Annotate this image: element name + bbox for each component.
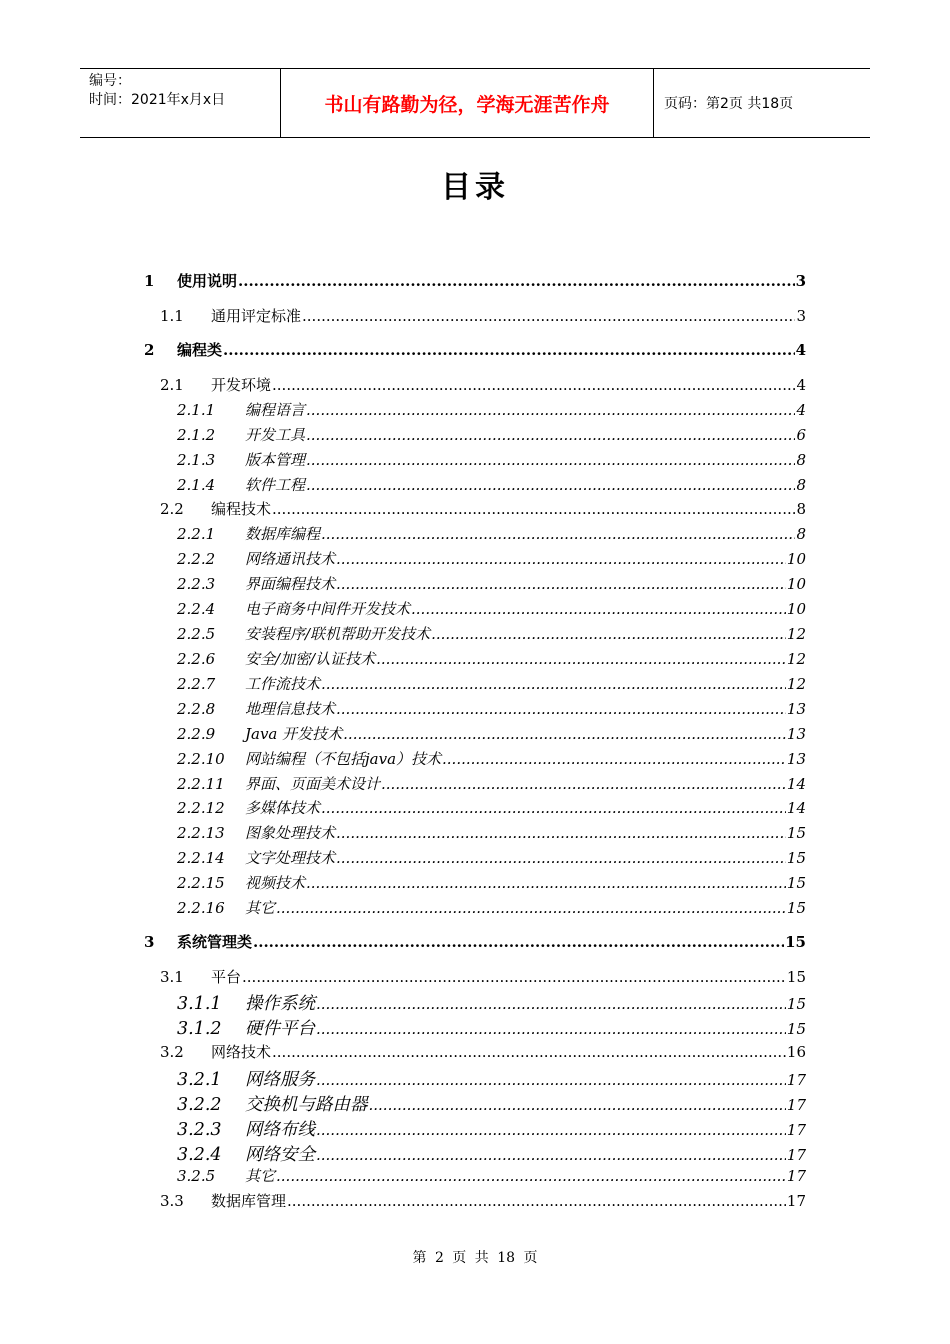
toc-entry-number: 1 [144, 272, 155, 290]
toc-entry[interactable] [160, 498, 806, 520]
toc-entry-number: 2.2 [160, 500, 184, 518]
toc-dot-leader [316, 995, 786, 1013]
toc-entry[interactable] [144, 931, 806, 953]
toc-entry-number: 3.1 [160, 968, 184, 986]
toc-entry[interactable] [177, 1066, 806, 1088]
toc-entry-number: 2.2.5 [177, 625, 216, 643]
toc-entry-page: 15 [786, 968, 806, 986]
toc-entry-title: 网络技术 [211, 1043, 272, 1061]
toc-dot-leader [316, 1121, 786, 1139]
toc-dot-leader [376, 650, 786, 668]
toc-entry-page: 15 [786, 995, 806, 1013]
toc-entry-page: 15 [786, 849, 806, 867]
toc-entry-title: 网络通讯技术 [245, 550, 336, 568]
toc-entry-number: 2.2.4 [177, 600, 216, 618]
toc-entry-title: 安全/加密/认证技术 [245, 650, 376, 668]
toc-entry[interactable] [177, 1091, 806, 1113]
toc-entry-title: 其它 [245, 899, 276, 917]
toc-entry-title: 图象处理技术 [245, 824, 336, 842]
toc-dot-leader [272, 1043, 786, 1061]
toc-dot-leader [321, 525, 795, 543]
toc-entry-number: 2.2.15 [177, 874, 225, 892]
toc-entry-page: 17 [786, 1146, 806, 1164]
toc-dot-leader [276, 1167, 786, 1185]
toc-entry-number: 3.2.5 [177, 1167, 216, 1185]
toc-entry-number: 3.1.2 [177, 1019, 222, 1039]
toc-entry[interactable] [177, 723, 806, 745]
toc-entry-page: 15 [785, 933, 806, 951]
toc-entry-page: 13 [786, 700, 806, 718]
toc-entry-number: 2.2.14 [177, 849, 225, 867]
toc-entry-page: 15 [786, 899, 806, 917]
toc-dot-leader [287, 1192, 786, 1210]
toc-entry-title: 通用评定标准 [211, 307, 302, 325]
toc-entry-number: 2.2.7 [177, 675, 216, 693]
header-motto: 书山有路勤为径，学海无涯苦作舟 [281, 69, 654, 137]
toc-entry[interactable] [177, 399, 806, 421]
toc-entry-title: 工作流技术 [245, 675, 321, 693]
toc-entry-page: 10 [786, 600, 806, 618]
toc-entry-page: 4 [796, 376, 806, 394]
toc-dot-leader [336, 849, 786, 867]
toc-dot-leader [381, 775, 786, 793]
toc-entry-number: 3.1.1 [177, 994, 222, 1014]
toc-dot-leader [302, 307, 795, 325]
toc-entry-title: 使用说明 [177, 272, 238, 290]
toc-entry[interactable] [160, 305, 806, 327]
toc-dot-leader [316, 1020, 786, 1038]
toc-entry[interactable] [160, 374, 806, 396]
toc-entry-title: 开发工具 [245, 426, 306, 444]
document-header [80, 68, 870, 138]
toc-dot-leader [253, 933, 784, 951]
toc-entry-title: 地理信息技术 [245, 700, 336, 718]
number-label: 编号： [89, 73, 131, 89]
toc-dot-leader [321, 675, 786, 693]
toc-dot-leader [306, 426, 795, 444]
toc-dot-leader [343, 725, 786, 743]
toc-entry-page: 12 [786, 650, 806, 668]
toc-entry-number: 2.2.3 [177, 575, 216, 593]
toc-entry-page: 14 [786, 799, 806, 817]
header-meta-cell [80, 69, 281, 137]
toc-entry-number: 3.3 [160, 1192, 184, 1210]
toc-entry-title: 安装程序/联机帮助开发技术 [245, 625, 431, 643]
toc-entry[interactable] [177, 847, 806, 869]
toc-entry-title: 视频技术 [245, 874, 306, 892]
toc-dot-leader [316, 1146, 786, 1164]
toc-entry[interactable] [177, 698, 806, 720]
toc-entry[interactable] [177, 797, 806, 819]
toc-entry[interactable] [177, 1141, 806, 1163]
toc-entry-number: 2.2.9 [177, 725, 216, 743]
toc-entry-page: 15 [786, 824, 806, 842]
toc-dot-leader [369, 1096, 786, 1114]
toc-entry-page: 10 [786, 575, 806, 593]
toc-entry-page: 4 [795, 341, 806, 359]
toc-entry-title: 编程技术 [211, 500, 272, 518]
toc-entry-page: 12 [786, 625, 806, 643]
toc-entry[interactable] [177, 648, 806, 670]
toc-entry-title: 网络安全 [245, 1145, 315, 1165]
toc-dot-leader [238, 272, 795, 290]
toc-dot-leader [306, 874, 786, 892]
toc-entry-title: 文字处理技术 [245, 849, 336, 867]
toc-entry-number: 2.2.6 [177, 650, 216, 668]
toc-entry-number: 2.2.10 [177, 750, 225, 768]
toc-entry[interactable] [177, 523, 806, 545]
toc-entry-title: 数据库编程 [245, 525, 321, 543]
toc-entry-number: 2 [144, 341, 155, 359]
toc-entry-page: 13 [786, 750, 806, 768]
toc-entry-page: 12 [786, 675, 806, 693]
toc-dot-leader [336, 550, 786, 568]
toc-entry-number: 1.1 [160, 307, 184, 325]
toc-entry-page: 6 [796, 426, 806, 444]
toc-entry-title: 硬件平台 [245, 1019, 315, 1039]
toc-entry-title: 版本管理 [245, 451, 306, 469]
toc-entry[interactable] [160, 1190, 806, 1212]
toc-entry[interactable] [177, 773, 806, 795]
toc-entry-page: 17 [786, 1096, 806, 1114]
toc-entry-number: 3.2.3 [177, 1120, 222, 1140]
toc-entry-title: 电子商务中间件开发技术 [245, 600, 411, 618]
toc-dot-leader [336, 575, 786, 593]
toc-entry-number: 3.2.1 [177, 1070, 222, 1090]
toc-entry-number: 2.2.11 [177, 775, 225, 793]
toc-entry-number: 2.2.12 [177, 799, 225, 817]
page-footer: 第 2 页 共 18 页 [412, 1250, 538, 1266]
time-label: 时间：2021年x月x日 [89, 92, 226, 108]
toc-entry-number: 3 [144, 933, 155, 951]
toc-entry[interactable] [177, 872, 806, 894]
toc-entry-title: 网站编程（不包括java）技术 [245, 750, 442, 768]
toc-entry-title: 其它 [245, 1167, 276, 1185]
toc-entry-page: 3 [795, 272, 806, 290]
toc-entry-number: 2.2.13 [177, 824, 225, 842]
toc-entry-page: 8 [796, 451, 806, 469]
toc-entry-number: 2.1.4 [177, 476, 216, 494]
toc-entry-number: 2.1.2 [177, 426, 216, 444]
toc-entry[interactable] [177, 822, 806, 844]
toc-entry-page: 16 [786, 1043, 806, 1061]
toc-entry[interactable] [177, 598, 806, 620]
toc-entry-page: 17 [786, 1167, 806, 1185]
toc-entry-number: 2.1 [160, 376, 184, 394]
toc-entry-number: 2.2.1 [177, 525, 216, 543]
toc-entry-page: 13 [786, 725, 806, 743]
toc-entry-page: 8 [796, 500, 806, 518]
toc-entry-title: 编程类 [177, 341, 223, 359]
toc-entry[interactable] [160, 966, 806, 988]
toc-entry-number: 3.2.4 [177, 1145, 222, 1165]
toc-dot-leader [336, 824, 786, 842]
toc-dot-leader [411, 600, 786, 618]
toc-entry-title: 界面编程技术 [245, 575, 336, 593]
toc-entry-title: 系统管理类 [177, 933, 253, 951]
toc-entry[interactable] [144, 339, 806, 361]
toc-entry-title: 界面、页面美术设计 [245, 775, 381, 793]
toc-entry-title: 交换机与路由器 [245, 1095, 368, 1115]
toc-entry-number: 2.2.2 [177, 550, 216, 568]
toc-entry-page: 17 [786, 1192, 806, 1210]
toc-dot-leader [336, 700, 786, 718]
toc-entry-page: 8 [796, 525, 806, 543]
toc-entry-title: 操作系统 [245, 994, 315, 1014]
toc-entry[interactable] [177, 1015, 806, 1037]
toc-dot-leader [321, 799, 786, 817]
toc-entry[interactable] [177, 897, 806, 919]
toc-entry[interactable] [177, 1116, 806, 1138]
header-page-info: 页码：第2页 共18页 [664, 96, 794, 112]
toc-dot-leader [306, 401, 795, 419]
toc-entry-number: 3.2.2 [177, 1095, 222, 1115]
toc-entry-title: 平台 [211, 968, 242, 986]
toc-entry-number: 2.2.16 [177, 899, 225, 917]
page-title: 目录 [441, 170, 509, 205]
toc-entry-title: 数据库管理 [211, 1192, 287, 1210]
toc-entry[interactable] [177, 623, 806, 645]
toc-entry-page: 4 [796, 401, 806, 419]
toc-entry[interactable] [177, 424, 806, 446]
toc-entry-page: 14 [786, 775, 806, 793]
toc-entry[interactable] [160, 1041, 806, 1063]
toc-dot-leader [272, 376, 795, 394]
toc-entry-title: 编程语言 [245, 401, 306, 419]
toc-dot-leader [442, 750, 786, 768]
toc-entry[interactable] [177, 548, 806, 570]
toc-entry[interactable] [177, 573, 806, 595]
toc-entry-title: Java 开发技术 [245, 725, 343, 743]
toc-entry-page: 8 [796, 476, 806, 494]
toc-entry-title: 网络服务 [245, 1070, 315, 1090]
toc-entry-page: 17 [786, 1121, 806, 1139]
toc-entry[interactable] [144, 270, 806, 292]
toc-entry-number: 2.1.1 [177, 401, 216, 419]
toc-entry[interactable] [177, 748, 806, 770]
toc-dot-leader [223, 341, 795, 359]
toc-entry[interactable] [177, 990, 806, 1012]
toc-dot-leader [306, 476, 795, 494]
toc-entry-title: 多媒体技术 [245, 799, 321, 817]
toc-dot-leader [306, 451, 795, 469]
toc-dot-leader [272, 500, 795, 518]
toc-dot-leader [316, 1071, 786, 1089]
toc-entry[interactable] [177, 474, 806, 496]
toc-entry-title: 开发环境 [211, 376, 272, 394]
toc-entry[interactable] [177, 449, 806, 471]
toc-dot-leader [431, 625, 786, 643]
toc-entry-number: 2.1.3 [177, 451, 216, 469]
toc-entry-number: 2.2.8 [177, 700, 216, 718]
toc-entry-page: 17 [786, 1071, 806, 1089]
toc-entry-title: 软件工程 [245, 476, 306, 494]
toc-entry[interactable] [177, 673, 806, 695]
toc-entry-page: 10 [786, 550, 806, 568]
toc-entry-title: 网络布线 [245, 1120, 315, 1140]
toc-entry-page: 3 [796, 307, 806, 325]
toc-dot-leader [242, 968, 786, 986]
toc-entry[interactable] [177, 1165, 806, 1187]
toc-dot-leader [276, 899, 786, 917]
toc-entry-page: 15 [786, 1020, 806, 1038]
toc-entry-number: 3.2 [160, 1043, 184, 1061]
toc-entry-page: 15 [786, 874, 806, 892]
